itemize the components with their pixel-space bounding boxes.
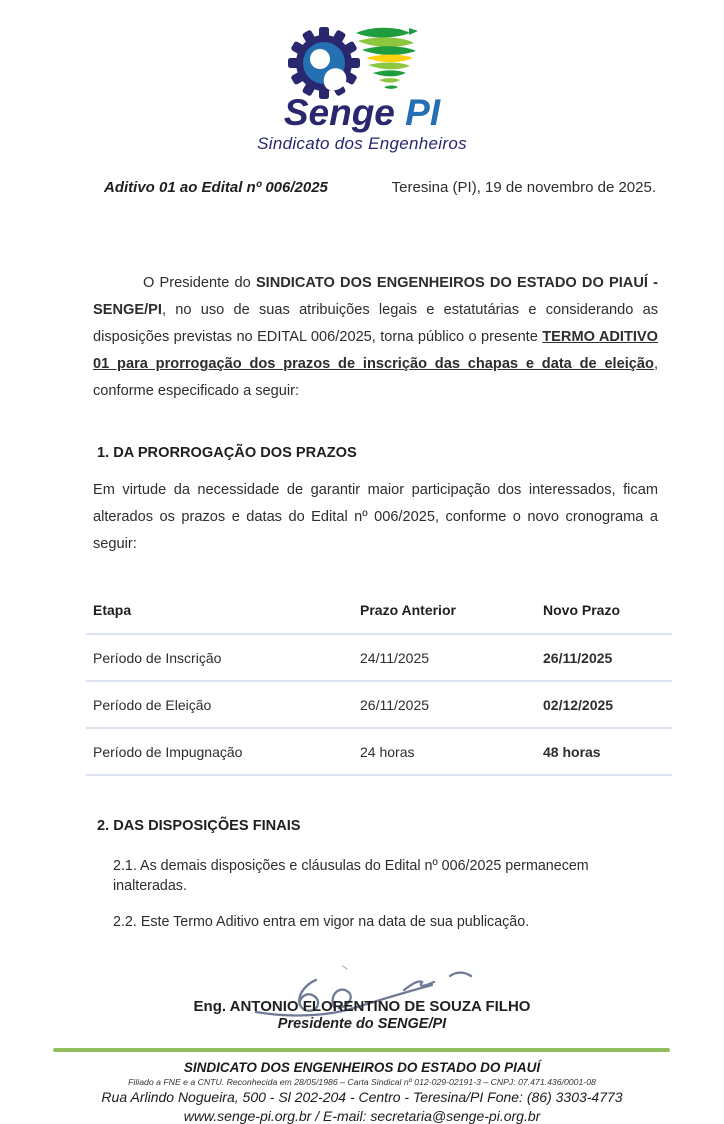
cell-etapa: Período de Eleição bbox=[93, 696, 212, 713]
schedule-table bbox=[86, 588, 672, 776]
column-header-prazo-anterior: Prazo Anterior bbox=[360, 602, 456, 618]
table-row bbox=[86, 682, 672, 729]
header-row bbox=[104, 179, 656, 196]
signatory-role: Presidente do SENGE/PI bbox=[277, 1016, 447, 1032]
cell-novo-prazo: 02/12/2025 bbox=[543, 696, 614, 713]
section2-title: 2. DAS DISPOSIÇÕES FINAIS bbox=[97, 818, 301, 834]
intro-mid: , no uso de suas atribuições legais e estatutárias e considerando as disposições previstas no EDITAL 006/2025, torna público o presente bbox=[93, 302, 658, 345]
cell-novo-prazo: 26/11/2025 bbox=[543, 649, 613, 666]
cell-novo-prazo: 48 horas bbox=[543, 743, 601, 760]
intro-paragraph bbox=[93, 270, 658, 405]
intro-org-bold: SINDICATO DOS ENGENHEIROS DO ESTADO DO PIAUÍ - SENGE/PI bbox=[93, 275, 658, 318]
table-row bbox=[86, 729, 672, 776]
column-header-etapa: Etapa bbox=[93, 602, 132, 618]
brand-name bbox=[0, 94, 724, 131]
footer-address: Rua Arlindo Nogueira, 500 - Sl 202-204 - Centro - Teresina/PI Fone: (86) 3303-4773 bbox=[101, 1089, 623, 1105]
document-reference: Aditivo 01 ao Edital nº 006/2025 bbox=[104, 179, 328, 196]
gear-icon bbox=[288, 27, 360, 99]
footer-registry-line: Filiado a FNE e a CNTU. Reconhecida em 28/05/1986 – Carta Sindical nº 012-029-02191-3 – CNPJ: 07.471.436/0001-08 bbox=[128, 1077, 596, 1087]
table-row bbox=[86, 635, 672, 682]
logo bbox=[0, 0, 724, 152]
table-header-row bbox=[86, 588, 672, 635]
swoosh-icon bbox=[356, 28, 418, 89]
date-line: Teresina (PI), 19 de novembro de 2025. bbox=[391, 179, 656, 196]
logo-art bbox=[276, 26, 448, 98]
footer-divider bbox=[53, 1048, 670, 1052]
cell-etapa: Período de Inscrição bbox=[93, 649, 222, 666]
cell-prazo-anterior: 26/11/2025 bbox=[360, 696, 430, 713]
cell-prazo-anterior: 24 horas bbox=[360, 743, 415, 760]
section2-item-2: 2.2. Este Termo Aditivo entra em vigor na data de sua publicação. bbox=[113, 914, 530, 930]
section1-title: 1. DA PRORROGAÇÃO DOS PRAZOS bbox=[97, 445, 357, 461]
cell-prazo-anterior: 24/11/2025 bbox=[360, 649, 430, 666]
footer-web-email: www.senge-pi.org.br / E-mail: secretaria@senge-pi.org.br bbox=[183, 1108, 541, 1124]
intro-start: O Presidente do bbox=[143, 275, 256, 291]
brand-senge: Senge bbox=[283, 92, 406, 133]
footer-organization: SINDICATO DOS ENGENHEIROS DO ESTADO DO PIAUÍ bbox=[183, 1060, 541, 1075]
cell-etapa: Período de Impugnação bbox=[93, 743, 243, 760]
brand-tagline: Sindicato dos Engenheiros bbox=[257, 134, 467, 153]
signatory-name: Eng. ANTONIO FLORENTINO DE SOUZA FILHO bbox=[193, 998, 531, 1015]
section1-body: Em virtude da necessidade de garantir maior participação dos interessados, ficam alterados os prazos e datas do Edital nº 006/2025, conforme o novo cronograma a seguir: bbox=[93, 482, 658, 552]
footer bbox=[0, 1048, 724, 1124]
signature-block bbox=[0, 960, 724, 1032]
brand-pi: PI bbox=[405, 92, 441, 133]
intro-termo-bold-underline: TERMO ADITIVO 01 para prorrogação dos prazos de inscrição das chapas e data de eleição bbox=[93, 329, 659, 372]
section2-item-1: 2.1. As demais disposições e cláusulas do Edital nº 006/2025 permanecem inalteradas. bbox=[113, 858, 589, 894]
intro-end: , conforme especificado a seguir: bbox=[93, 356, 658, 399]
column-header-novo-prazo: Novo Prazo bbox=[543, 602, 621, 618]
